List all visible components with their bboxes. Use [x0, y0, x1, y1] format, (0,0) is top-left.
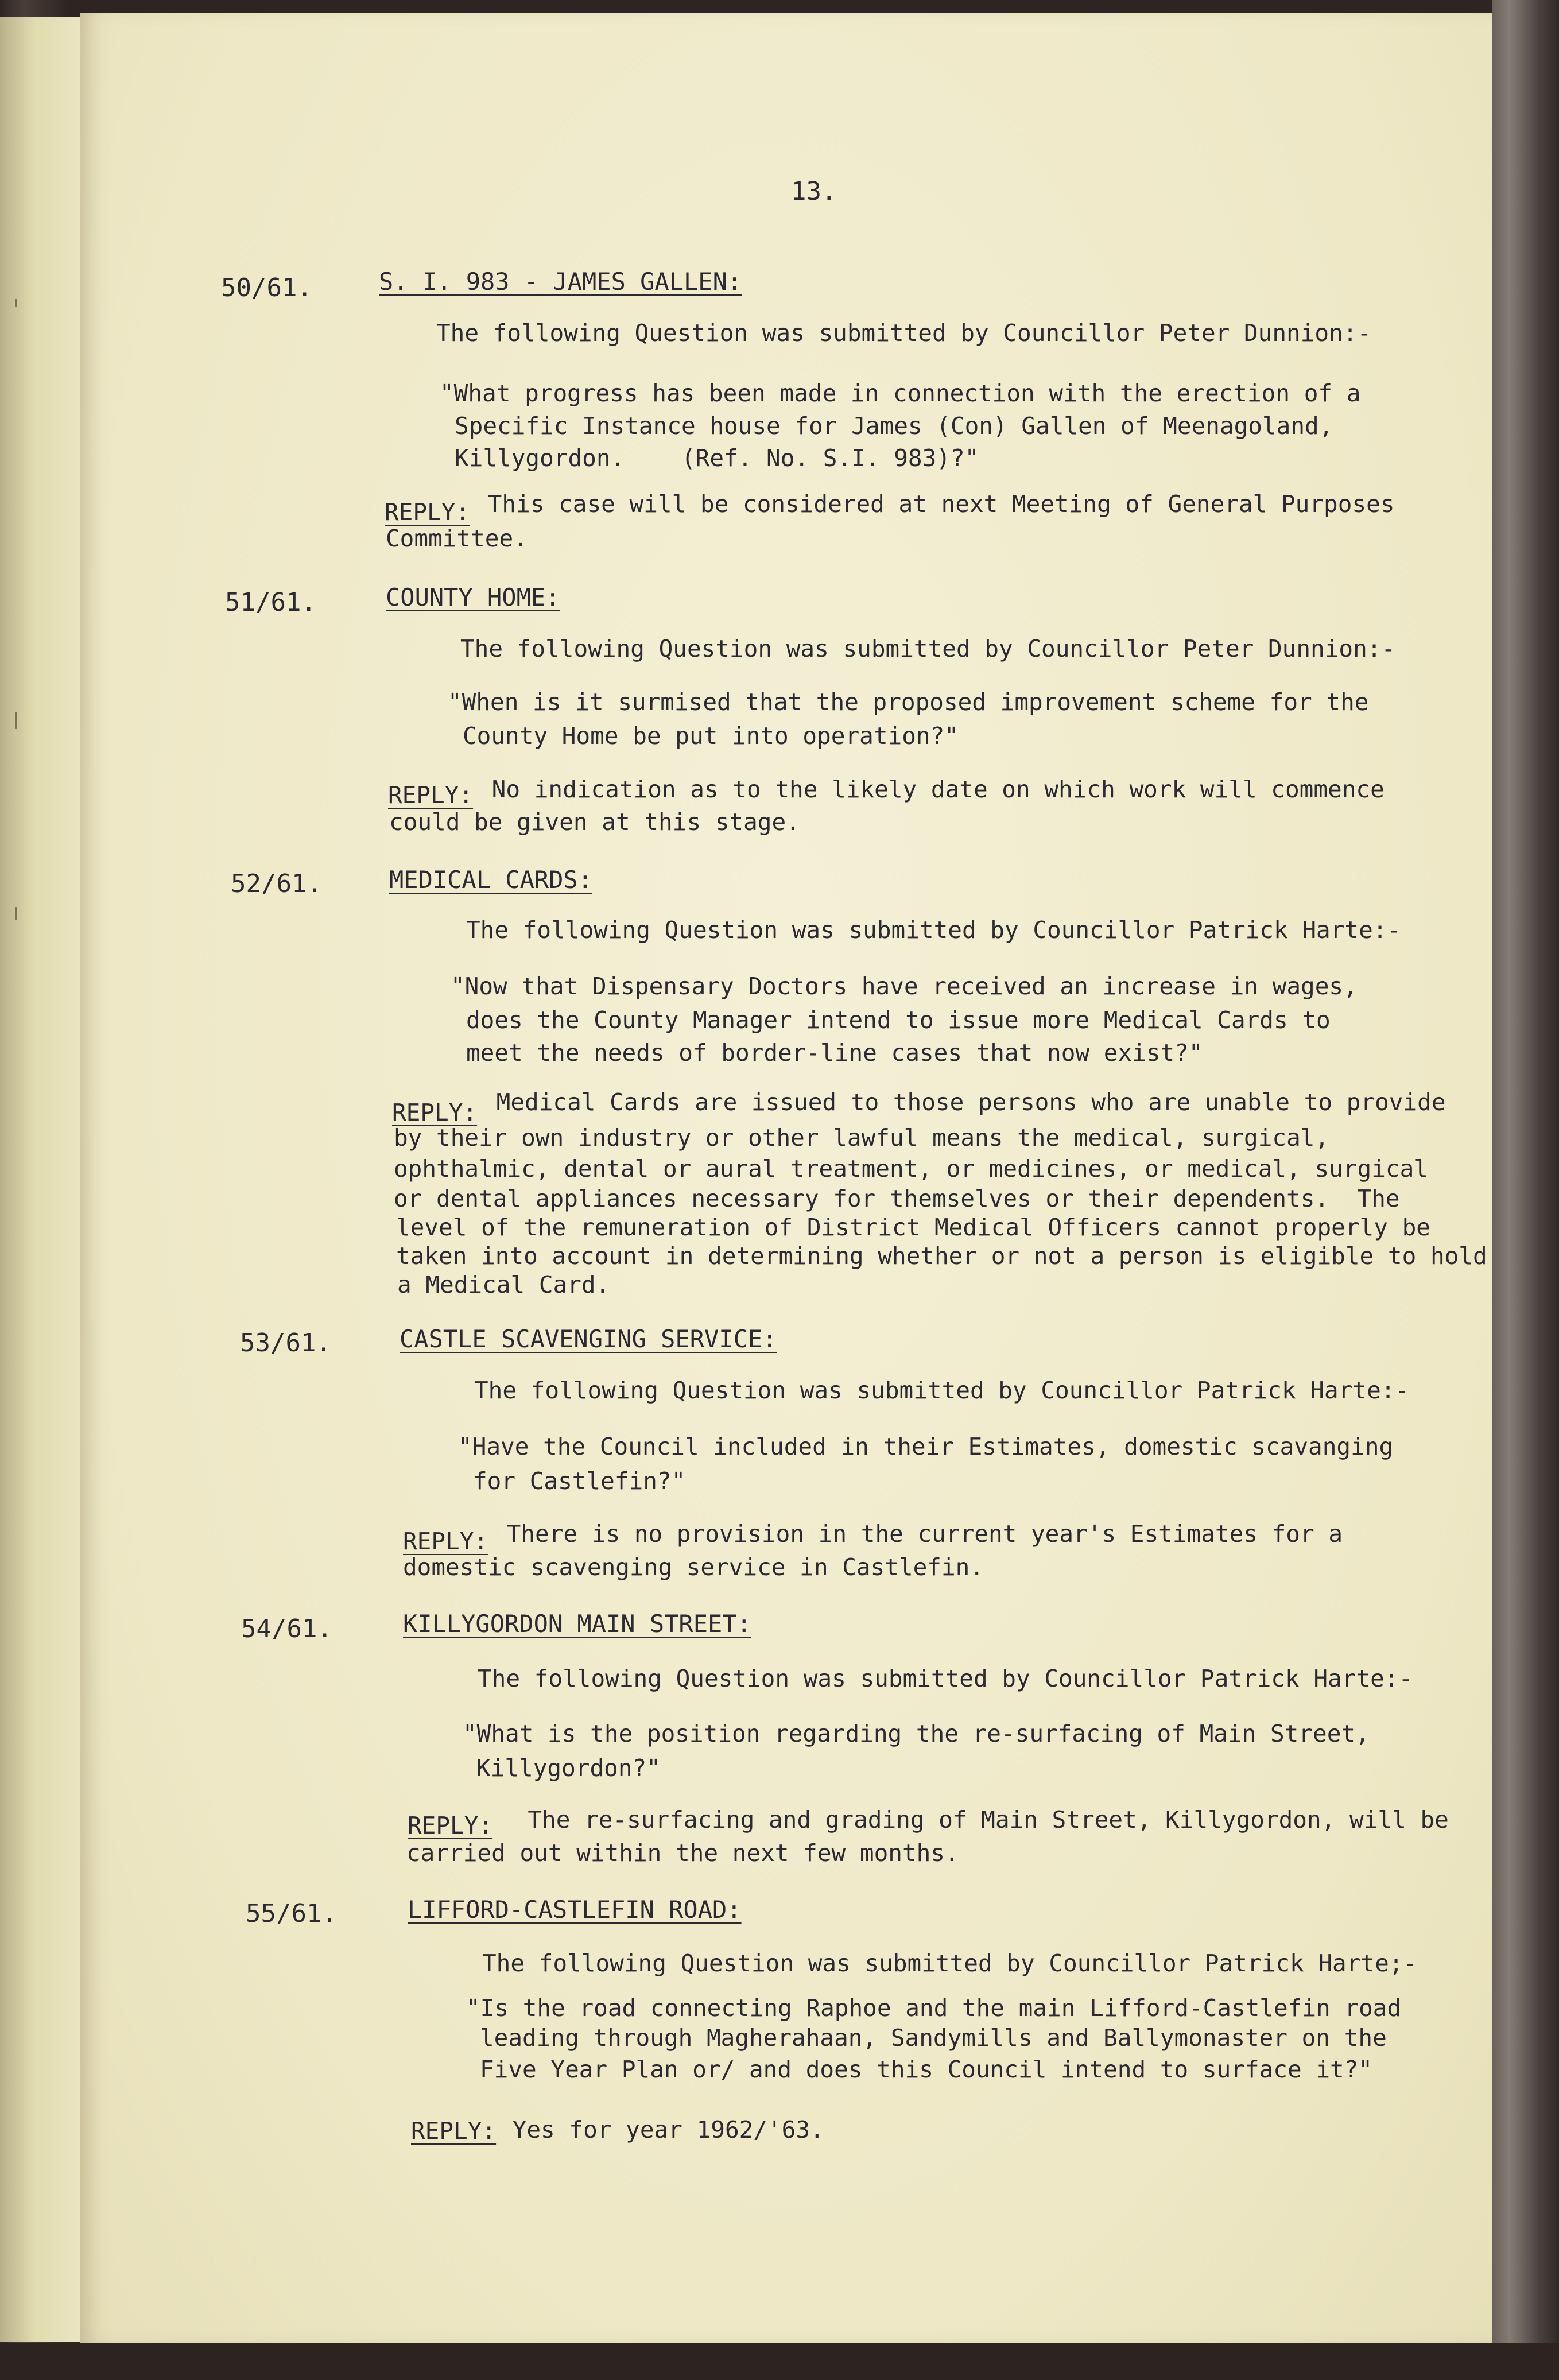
item-heading: COUNTY HOME: — [386, 583, 560, 611]
reply-line: Committee. — [386, 525, 528, 552]
binding-mark — [15, 907, 17, 920]
reply-label: REPLY: — [408, 1812, 493, 1839]
item-number: 50/61. — [221, 273, 312, 303]
reply-line: a Medical Card. — [397, 1271, 610, 1298]
reply-line: ophthalmic, dental or aural treatment, or medicines, or medical, surgical — [394, 1155, 1428, 1183]
item-heading: KILLYGORDON MAIN STREET: — [403, 1610, 751, 1638]
reply-line: domestic scavenging service in Castlefin. — [403, 1553, 984, 1581]
reply-line: Yes for year 1962/'63. — [498, 2116, 824, 2143]
question-line: Killygordon. (Ref. No. S.I. 983)?" — [455, 444, 979, 472]
reply-line: This case will be considered at next Meeting of General Purposes — [474, 490, 1395, 518]
item-heading: CASTLE SCAVENGING SERVICE: — [400, 1325, 777, 1353]
reply-line: by their own industry or other lawful means the medical, surgical, — [394, 1124, 1329, 1152]
question-line: Specific Instance house for James (Con) Gallen of Meenagoland, — [455, 412, 1333, 440]
reply-label: REPLY: — [385, 498, 470, 526]
question-intro: The following Question was submitted by Councillor Patrick Harte:- — [478, 1665, 1413, 1692]
page-number: 13. — [791, 177, 837, 206]
question-intro: The following Question was submitted by Councillor Peter Dunnion:- — [460, 635, 1396, 662]
reply-line: could be given at this stage. — [389, 808, 800, 836]
question-line: "Is the road connecting Raphoe and the main Lifford-Castlefin road — [466, 1994, 1402, 2022]
item-heading: LIFFORD-CASTLEFIN ROAD: — [408, 1896, 742, 1924]
page-stack-edge — [1492, 0, 1559, 2380]
question-line: "Have the Council included in their Estimates, domestic scavanging — [458, 1433, 1394, 1460]
question-intro: The following Question was submitted by Councillor Patrick Harte:- — [474, 1377, 1410, 1404]
reply-label: REPLY: — [411, 2117, 497, 2145]
question-line: "When is it surmised that the proposed improvement scheme for the — [448, 688, 1369, 716]
question-intro: The following Question was submitted by Councillor Peter Dunnion:- — [436, 319, 1372, 347]
reply-line: or dental appliances necessary for themselves or their dependents. The — [394, 1185, 1400, 1212]
question-line: meet the needs of border-line cases that now exist?" — [466, 1039, 1203, 1067]
item-number: 54/61. — [241, 1614, 332, 1643]
question-intro: The following Question was submitted by Councillor Patrick Harte;- — [482, 1949, 1418, 1977]
item-heading: MEDICAL CARDS: — [389, 866, 593, 894]
question-line: County Home be put into operation?" — [463, 722, 959, 750]
reply-line: There is no provision in the current year's Estimates for a — [492, 1520, 1343, 1548]
reply-line: level of the remuneration of District Medical Officers cannot properly be — [396, 1214, 1430, 1241]
question-line: "Now that Dispensary Doctors have received an increase in wages, — [451, 972, 1358, 1000]
reply-label: REPLY: — [388, 781, 474, 809]
question-line: leading through Magherahaan, Sandymills and Ballymonaster on the — [480, 2024, 1387, 2052]
reply-line: The re-surfacing and grading of Main Street, Killygordon, will be — [499, 1806, 1449, 1834]
question-intro: The following Question was submitted by Councillor Patrick Harte:- — [466, 916, 1402, 944]
question-line: "What progress has been made in connection with the erection of a — [440, 379, 1361, 407]
reply-label: REPLY: — [392, 1099, 478, 1126]
question-line: does the County Manager intend to issue more Medical Cards to — [466, 1006, 1331, 1034]
binding-mark — [15, 712, 17, 729]
question-line: "What is the position regarding the re-surfacing of Main Street, — [463, 1720, 1370, 1747]
question-line: Killygordon?" — [476, 1754, 661, 1782]
item-number: 52/61. — [231, 869, 322, 898]
scan-bottom-edge — [0, 2343, 1559, 2380]
item-heading: S. I. 983 - JAMES GALLEN: — [379, 268, 742, 296]
item-number: 55/61. — [246, 1899, 337, 1928]
reply-line: taken into account in determining whether or not a person is eligible to hold — [396, 1242, 1487, 1270]
item-number: 53/61. — [240, 1328, 331, 1358]
reply-line: No indication as to the likely date on which work will commence — [478, 776, 1385, 803]
reply-label: REPLY: — [403, 1528, 488, 1555]
item-number: 51/61. — [225, 588, 316, 617]
reply-line: Medical Cards are issued to those persons who are unable to provide — [482, 1088, 1446, 1116]
question-line: Five Year Plan or/ and does this Council intend to surface it?" — [480, 2056, 1373, 2083]
question-line: for Castlefin?" — [473, 1467, 686, 1495]
reply-line: carried out within the next few months. — [406, 1839, 959, 1867]
binding-mark — [15, 299, 17, 307]
